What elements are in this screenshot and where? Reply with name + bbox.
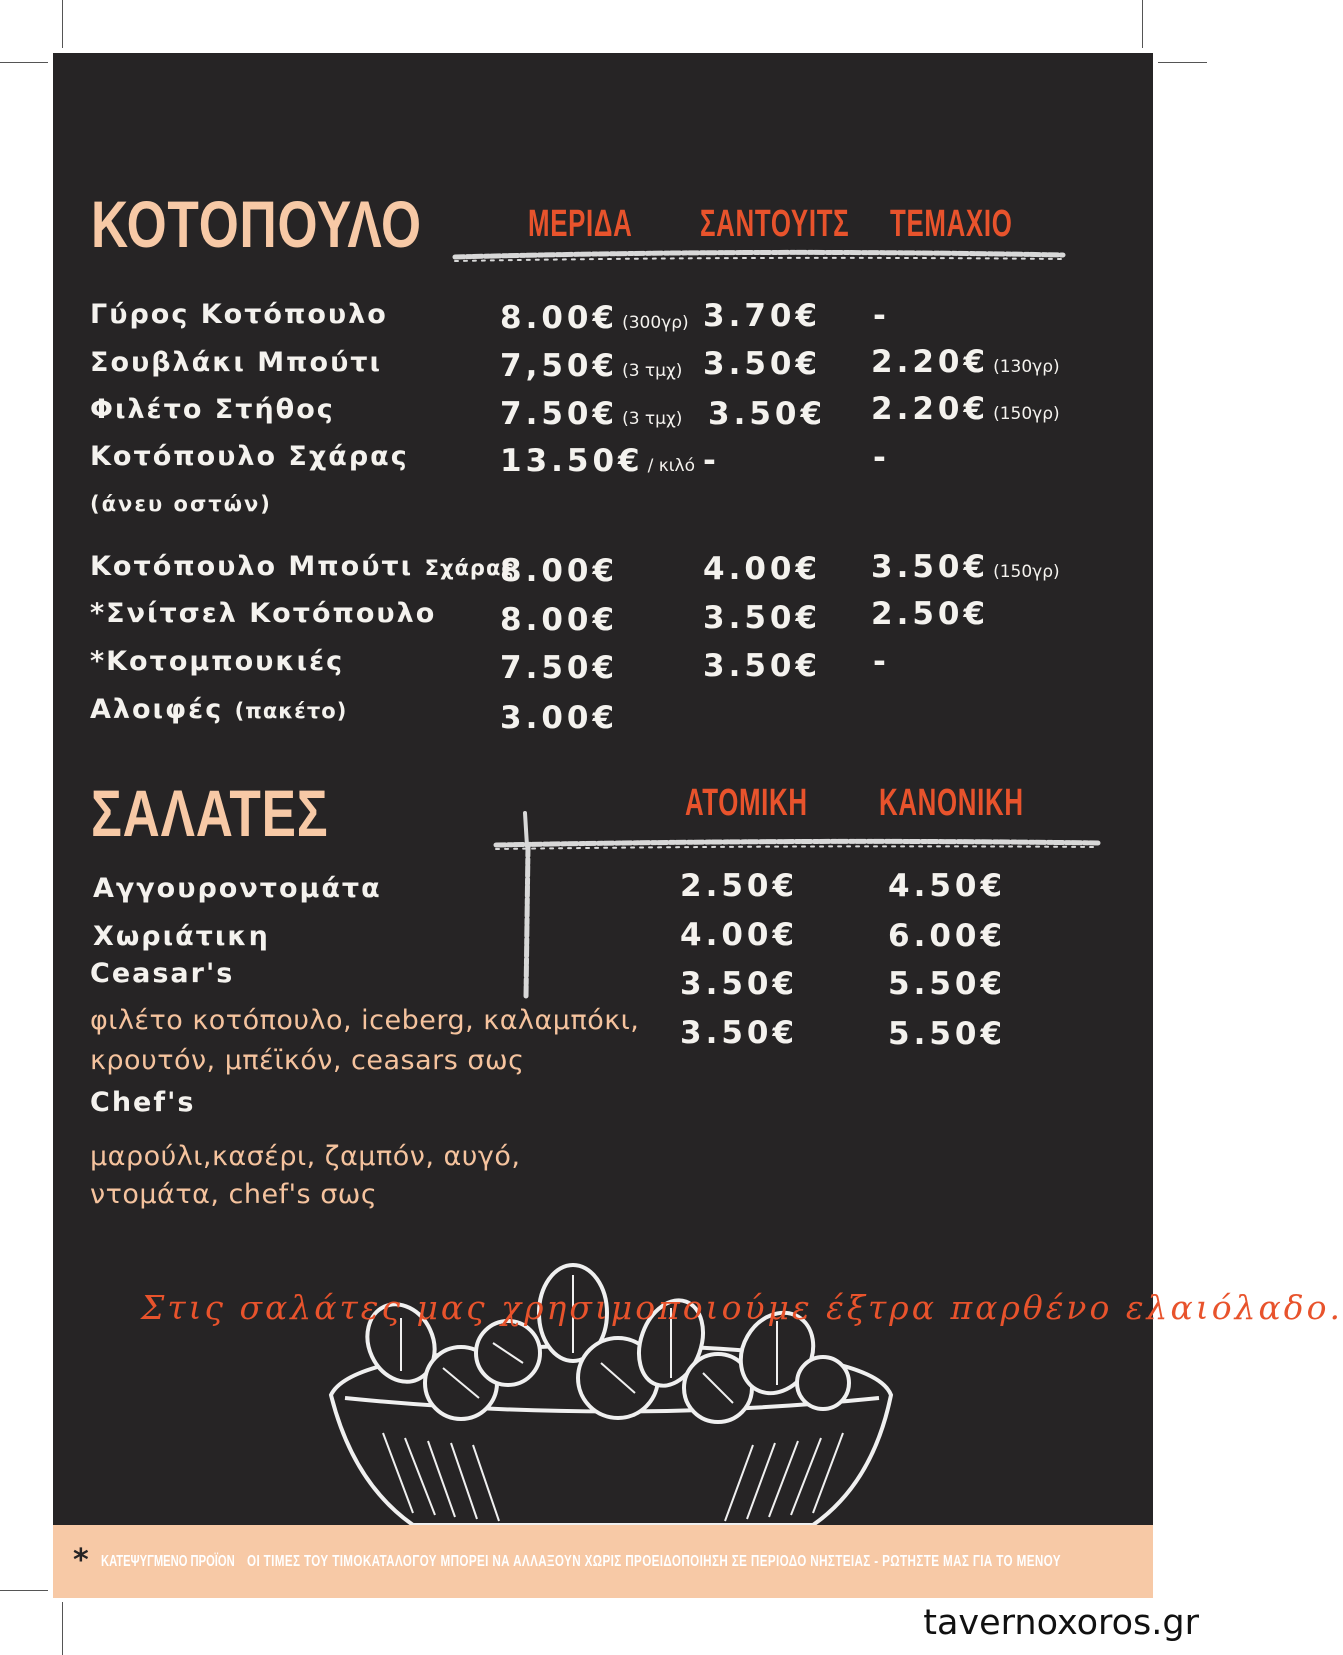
menu-item-price-sandwich: - bbox=[703, 443, 720, 479]
price-change-notice: ΟΙ ΤΙΜΕΣ ΤΟΥ ΤΙΜΟΚΑΤΑΛΟΓΟΥ ΜΠΟΡΕΙ ΝΑ ΑΛΛΑΞΟΥΝ ΧΩΡΙΣ ΠΡΟΕΙΔΟΠΟΙΗΣΗ ΣΕ ΠΕΡΙΟΔΟ ΝΗΣΤΕΙΑΣ - ΡΩΤΗΣΤΕ ΜΑΣ ΓΙΑ ΤΟ ΜΕΝΟΥ bbox=[247, 1553, 1061, 1570]
menu-item-price-sandwich: 3.50€ bbox=[703, 600, 822, 636]
menu-item-price-temaxio: - bbox=[873, 644, 890, 680]
menu-item-price-merida: 8.00€ bbox=[500, 602, 619, 638]
price-value: 8.00€ bbox=[500, 300, 619, 336]
salad-item-name: Χωριάτικη bbox=[93, 921, 270, 952]
salad-price-kanoniki: 4.50€ bbox=[888, 868, 1007, 904]
menu-item-name-main: Αλοιφές bbox=[90, 694, 224, 725]
salad-item-name: Αγγουροντομάτα bbox=[93, 873, 382, 904]
menu-item-price-merida bbox=[500, 300, 689, 336]
menu-item-name-main: Κοτόπουλο Μπούτι bbox=[90, 551, 414, 582]
olive-oil-note: Στις σαλάτες μας χρησιμοποιούμε έξτρα παρθένο ελαιόλαδο. bbox=[141, 1288, 1343, 1327]
footer-banner bbox=[53, 1525, 1153, 1598]
column-header-sandwich: ΣΑΝΤΟΥΙΤΣ bbox=[700, 203, 850, 245]
menu-item-price-merida bbox=[500, 443, 696, 479]
frozen-star-mark: * bbox=[73, 1543, 89, 1578]
salad-price-kanoniki: 5.50€ bbox=[888, 1016, 1007, 1052]
menu-item-price-merida bbox=[500, 348, 683, 384]
boneless-note: (άνευ οστών) bbox=[90, 492, 272, 516]
salads-section-title: ΣΑΛΑΤΕΣ bbox=[91, 776, 329, 850]
price-value: 2.20€ bbox=[871, 391, 990, 427]
price-value: 2.20€ bbox=[871, 344, 990, 380]
menu-item-price-temaxio bbox=[871, 344, 1060, 380]
salad-item-name: Ceasar's bbox=[90, 958, 235, 989]
crop-mark bbox=[0, 62, 48, 63]
salad-item-name: Chef's bbox=[90, 1087, 196, 1118]
menu-item-price-sandwich: 3.50€ bbox=[708, 396, 827, 432]
salad-description: ντομάτα, chef's σως bbox=[90, 1179, 378, 1210]
salad-price-atomiki: 4.00€ bbox=[680, 917, 799, 953]
menu-item-price-merida: 7.50€ bbox=[500, 650, 619, 686]
price-note: (130γρ) bbox=[993, 357, 1060, 377]
crop-mark bbox=[0, 1590, 48, 1591]
menu-item-name bbox=[90, 553, 515, 580]
menu-item-price-merida bbox=[500, 396, 683, 432]
menu-item-price-temaxio bbox=[871, 549, 1060, 585]
price-note: (3 τμχ) bbox=[622, 361, 683, 381]
menu-item-name-small: Σχάρας bbox=[424, 556, 515, 580]
menu-item-price-temaxio bbox=[871, 391, 1060, 427]
menu-item-name-small: (πακέτο) bbox=[234, 699, 348, 723]
price-note: (3 τμχ) bbox=[622, 409, 683, 429]
column-header-atomiki: ΑΤΟΜΙΚΗ bbox=[685, 782, 808, 824]
menu-item-price-temaxio: 2.50€ bbox=[871, 596, 990, 632]
salad-price-atomiki: 3.50€ bbox=[680, 1015, 799, 1051]
menu-board bbox=[53, 53, 1343, 1598]
frozen-product-note: ΚΑΤΕΨΥΓΜΕΝΟ ΠΡΟΪΟΝ bbox=[101, 1553, 235, 1570]
menu-item-price-sandwich: 3.70€ bbox=[703, 298, 822, 334]
price-value: 3.50€ bbox=[871, 549, 990, 585]
menu-item-price-sandwich: 3.50€ bbox=[703, 648, 822, 684]
price-value: 7.50€ bbox=[500, 396, 619, 432]
menu-item-name: Κοτόπουλο Σχάρας bbox=[90, 441, 409, 472]
salad-price-atomiki: 3.50€ bbox=[680, 966, 799, 1002]
menu-item-price-merida: 3.00€ bbox=[500, 700, 619, 736]
menu-item-price-merida: 8.00€ bbox=[500, 553, 619, 589]
salad-description: κρουτόν, μπέϊκόν, ceasars σως bbox=[90, 1045, 525, 1076]
column-header-temaxio: ΤΕΜΑΧΙΟ bbox=[890, 203, 1013, 245]
price-note: (150γρ) bbox=[993, 562, 1060, 582]
price-note: (150γρ) bbox=[993, 404, 1060, 424]
salad-description: μαρούλι,κασέρι, ζαμπόν, αυγό, bbox=[90, 1141, 521, 1172]
price-note: (300γρ) bbox=[622, 313, 689, 333]
menu-item-name: Φιλέτο Στήθος bbox=[90, 394, 335, 425]
menu-item-price-temaxio: - bbox=[873, 298, 890, 334]
salad-price-kanoniki: 6.00€ bbox=[888, 918, 1007, 954]
price-value: 7,50€ bbox=[500, 348, 619, 384]
chicken-section-title: ΚΟΤΟΠΟΥΛΟ bbox=[91, 187, 422, 261]
salad-description: φιλέτο κοτόπουλο, iceberg, καλαμπόκι, bbox=[90, 1005, 640, 1036]
price-note: / κιλό bbox=[647, 456, 696, 476]
column-header-merida: ΜΕΡΙΔΑ bbox=[528, 203, 633, 245]
watermark: tavernoxoros.gr bbox=[923, 1603, 1199, 1643]
column-header-kanoniki: ΚΑΝΟΝΙΚΗ bbox=[879, 782, 1024, 824]
crop-mark bbox=[1142, 0, 1143, 48]
crop-mark bbox=[62, 0, 63, 48]
menu-item-price-sandwich: 4.00€ bbox=[703, 551, 822, 587]
menu-item-name: Σουβλάκι Μπούτι bbox=[90, 347, 383, 378]
crop-mark bbox=[62, 1602, 63, 1655]
crop-mark bbox=[1158, 62, 1207, 63]
menu-item-name: *Κοτομπουκιές bbox=[90, 646, 345, 677]
menu-item-price-temaxio: - bbox=[873, 440, 890, 476]
menu-item-name: *Σνίτσελ Κοτόπουλο bbox=[90, 598, 437, 629]
price-value: 13.50€ bbox=[500, 443, 644, 479]
menu-item-name bbox=[90, 696, 347, 723]
salad-price-kanoniki: 5.50€ bbox=[888, 966, 1007, 1002]
menu-item-name: Γύρος Κοτόπουλο bbox=[90, 299, 388, 330]
menu-item-price-sandwich: 3.50€ bbox=[703, 346, 822, 382]
salad-price-atomiki: 2.50€ bbox=[680, 868, 799, 904]
